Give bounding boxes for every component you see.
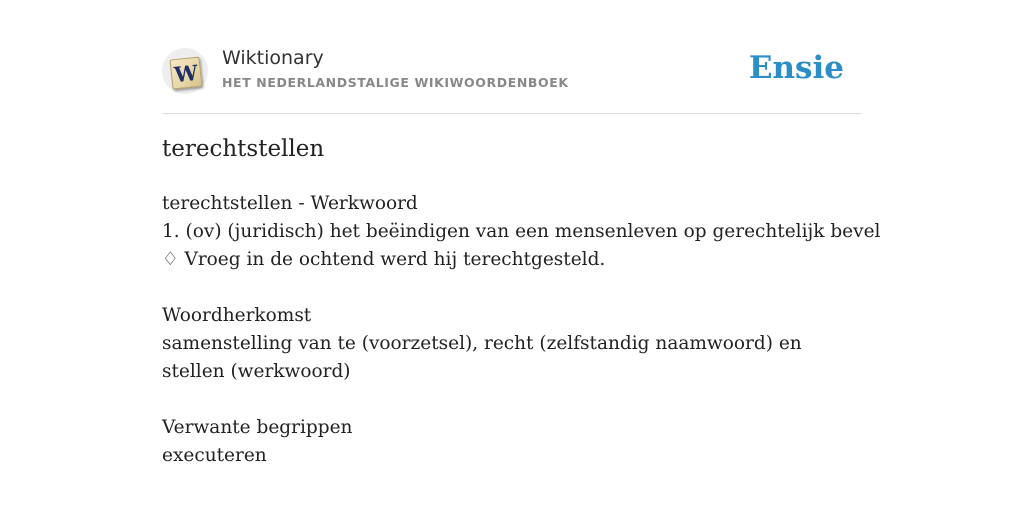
- section-spacer: [162, 274, 842, 302]
- etymology-heading: Woordherkomst: [162, 305, 312, 326]
- related-heading: Verwante begrippen: [162, 417, 353, 438]
- site-subtitle: HET NEDERLANDSTALIGE WIKIWOORDENBOEK: [222, 75, 569, 90]
- related-term[interactable]: executeren: [162, 445, 267, 466]
- brand-logo[interactable]: Ensie: [748, 50, 844, 86]
- section-spacer: [162, 386, 842, 414]
- wiktionary-logo-icon[interactable]: [162, 48, 208, 94]
- header-divider: [162, 113, 862, 114]
- definition-line: 1. (ov) (juridisch) het beëindigen van een mensenleven op gerechtelijk bevel: [162, 221, 881, 242]
- part-of-speech-line: terechtstellen - Werkwoord: [162, 193, 418, 214]
- etymology-text: samenstelling van te (voorzetsel), recht (zelfstandig naamwoord) en stellen (werkwoord): [162, 333, 802, 382]
- site-header: [162, 46, 862, 94]
- entry-title: terechtstellen: [162, 136, 325, 162]
- entry-content: [162, 190, 881, 470]
- logo-tile: W: [170, 57, 203, 90]
- site-title[interactable]: Wiktionary: [222, 47, 324, 69]
- example-line: ♢ Vroeg in de ochtend werd hij terechtgesteld.: [162, 249, 606, 270]
